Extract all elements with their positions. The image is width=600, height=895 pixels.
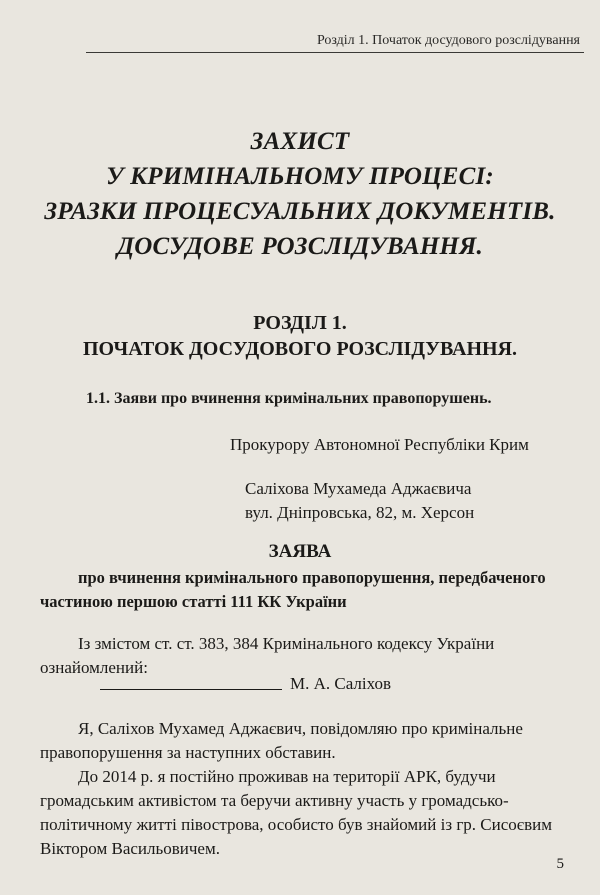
- section-heading: [0, 310, 600, 362]
- title-line: ЗРАЗКИ ПРОЦЕСУАЛЬНИХ ДОКУМЕНТІВ.: [44, 198, 556, 225]
- addressee-from-name: Саліхова Мухамеда Аджаєвича: [245, 479, 472, 498]
- page-number: 5: [556, 856, 564, 872]
- book-title: [0, 124, 600, 264]
- acknowledgement-text: Із змістом ст. ст. 383, 384 Кримінального кодексу України ознайомлений:: [40, 634, 495, 677]
- title-line: ЗАХИСТ: [250, 128, 350, 155]
- paragraph-1: Я, Саліхов Мухамед Аджаєвич, повідомляю про кримінальне правопорушення за наступних обставин.: [40, 719, 523, 762]
- document-heading: ЗАЯВА: [268, 541, 332, 562]
- section-number: РОЗДІЛ 1.: [253, 312, 347, 334]
- addressee-to: Прокурору Автономної Республіки Крим: [230, 435, 529, 454]
- signature-line: [100, 689, 282, 690]
- addressee-from-address: вул. Дніпровська, 82, м. Херсон: [245, 503, 475, 522]
- section-name: ПОЧАТОК ДОСУДОВОГО РОЗСЛІДУВАННЯ.: [82, 338, 518, 360]
- document-subheading: про вчинення кримінального правопорушення, передбаченого частиною першою статті 111 КК України: [40, 568, 546, 611]
- paragraph-2: До 2014 р. я постійно проживав на території АРК, будучи громадським активістом та беручи активну участь у громадсько-політичному житті півострова, особисто був знайомий із гр. Сисоєвим Віктором Васильовичем.: [40, 767, 552, 858]
- subsection-heading: 1.1. Заяви про вчинення кримінальних правопорушень.: [86, 390, 492, 407]
- title-line: У КРИМІНАЛЬНОМУ ПРОЦЕСІ:: [106, 163, 494, 190]
- title-line: ДОСУДОВЕ РОЗСЛІДУВАННЯ.: [116, 233, 483, 260]
- signature-name: М. А. Саліхов: [290, 674, 392, 693]
- running-header: Розділ 1. Початок досудового розслідування: [316, 33, 580, 48]
